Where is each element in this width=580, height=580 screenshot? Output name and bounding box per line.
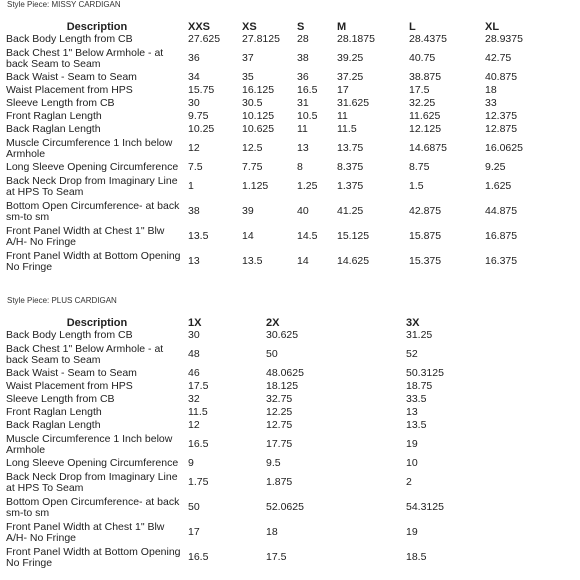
- measurement-value-cell: 19: [406, 526, 418, 538]
- measurement-value-cell: 12: [188, 419, 200, 431]
- header-row: [6, 19, 564, 33]
- measurement-value-cell: 42.75: [485, 52, 512, 64]
- table-row: [6, 470, 556, 495]
- measurement-value-cell: 31: [297, 97, 309, 109]
- measurement-description-cell: Muscle Circumference 1 Inch below Armhole: [6, 136, 173, 160]
- measurement-value-cell: 40.875: [485, 71, 518, 83]
- measurement-value-cell: 50: [266, 348, 278, 360]
- measurement-value-cell: 14: [297, 255, 309, 267]
- measurement-value-cell: 9: [188, 457, 194, 469]
- measurement-value-cell: 19: [406, 438, 418, 450]
- measurement-value-cell: 48.0625: [266, 367, 304, 379]
- table-row: [6, 495, 556, 520]
- measurement-value-cell: 9.75: [188, 110, 209, 122]
- measurement-value-cell: 10.625: [242, 123, 275, 135]
- table-row: [6, 520, 556, 545]
- measurement-value-cell: 11.5: [337, 123, 357, 135]
- table-row: [6, 46, 564, 71]
- measurement-description-cell: Back Body Length from CB: [6, 329, 133, 341]
- measurement-value-cell: 40.75: [409, 52, 436, 64]
- table-row: [6, 71, 564, 84]
- measurement-value-cell: 37.25: [337, 71, 364, 83]
- measurement-value-cell: 11: [337, 110, 348, 122]
- measurement-value-cell: 1.75: [188, 476, 209, 488]
- measurement-value-cell: 16.5: [297, 84, 318, 96]
- measurement-value-cell: 36: [188, 52, 200, 64]
- table-row: [6, 33, 564, 46]
- measurement-value-cell: 1: [188, 180, 194, 192]
- measurement-description-cell: Back Neck Drop from Imaginary Line at HPS To Seam: [6, 174, 178, 198]
- measurement-value-cell: 9.25: [485, 161, 506, 173]
- table-row: [6, 406, 556, 419]
- measurement-value-cell: 36: [297, 71, 309, 83]
- table-row: [6, 224, 564, 249]
- table-row: [6, 432, 556, 457]
- measurement-description-cell: Front Panel Width at Bottom Opening No Fringe: [6, 249, 181, 273]
- measurement-value-cell: 34: [188, 71, 200, 83]
- measurement-value-cell: 50.3125: [406, 367, 444, 379]
- measurement-value-cell: 8: [297, 161, 303, 173]
- measurement-value-cell: 32.25: [409, 97, 436, 109]
- measurement-value-cell: 1.25: [297, 180, 318, 192]
- measurement-value-cell: 16.375: [485, 255, 518, 267]
- size-column-header: 3X: [406, 317, 420, 329]
- measurement-value-cell: 1.375: [337, 180, 364, 192]
- measurement-value-cell: 54.3125: [406, 501, 444, 513]
- measurement-description-cell: Back Waist - Seam to Seam: [6, 367, 137, 379]
- missy-spec-table: [6, 19, 564, 274]
- measurement-value-cell: 8.75: [409, 161, 430, 173]
- measurement-description-cell: Back Raglan Length: [6, 419, 101, 431]
- measurement-value-cell: 18.75: [406, 380, 433, 392]
- measurement-value-cell: 10.5: [297, 110, 318, 122]
- measurement-value-cell: 9.5: [266, 457, 281, 469]
- measurement-description-cell: Bottom Open Circumference- at back sm-to sm: [6, 199, 180, 223]
- measurement-value-cell: 13: [406, 406, 418, 418]
- measurement-value-cell: 31.25: [406, 329, 433, 341]
- measurement-value-cell: 13: [188, 255, 200, 267]
- table-row: [6, 110, 564, 123]
- measurement-value-cell: 28: [297, 33, 309, 45]
- measurement-value-cell: 12.125: [409, 123, 442, 135]
- plus-table-header: [6, 315, 556, 329]
- measurement-value-cell: 2: [406, 476, 412, 488]
- measurement-value-cell: 7.75: [242, 161, 263, 173]
- table-row: [6, 249, 564, 274]
- measurement-value-cell: 14.5: [297, 230, 318, 242]
- measurement-value-cell: 31.625: [337, 97, 370, 109]
- plus-spec-table: [6, 315, 556, 570]
- measurement-description-cell: Sleeve Length from CB: [6, 97, 115, 109]
- measurement-description-cell: Front Panel Width at Chest 1" Blw A/H- No Fringe: [6, 224, 165, 248]
- measurement-value-cell: 17.5: [266, 551, 287, 563]
- measurement-value-cell: 18: [266, 526, 278, 538]
- missy-style-piece-label: Style Piece: MISSY CARDIGAN: [7, 0, 121, 9]
- measurement-value-cell: 27.625: [188, 33, 221, 45]
- size-column-header: XXS: [188, 21, 211, 33]
- measurement-description-cell: Back Neck Drop from Imaginary Line at HPS To Seam: [6, 470, 178, 494]
- table-row: [6, 393, 556, 406]
- measurement-description-cell: Back Raglan Length: [6, 123, 101, 135]
- measurement-value-cell: 42.875: [409, 205, 442, 217]
- measurement-value-cell: 15.125: [337, 230, 370, 242]
- measurement-value-cell: 12.25: [266, 406, 293, 418]
- missy-table-header: [6, 19, 564, 33]
- measurement-value-cell: 30.5: [242, 97, 263, 109]
- measurement-value-cell: 17: [188, 526, 200, 538]
- measurement-value-cell: 37: [242, 52, 254, 64]
- measurement-value-cell: 1.125: [242, 180, 269, 192]
- table-row: [6, 199, 564, 224]
- measurement-value-cell: 30.625: [266, 329, 299, 341]
- measurement-value-cell: 12.375: [485, 110, 518, 122]
- measurement-description-cell: Waist Placement from HPS: [6, 84, 133, 96]
- measurement-value-cell: 17: [337, 84, 349, 96]
- measurement-value-cell: 10.125: [242, 110, 275, 122]
- measurement-value-cell: 18.125: [266, 380, 299, 392]
- measurement-description-cell: Front Panel Width at Chest 1" Blw A/H- No Fringe: [6, 520, 165, 544]
- size-column-header: 2X: [266, 317, 280, 329]
- measurement-description-cell: Back Waist - Seam to Seam: [6, 71, 137, 83]
- measurement-value-cell: 32.75: [266, 393, 293, 405]
- size-column-header: S: [297, 21, 305, 33]
- measurement-description-cell: Muscle Circumference 1 Inch below Armhole: [6, 432, 173, 456]
- measurement-value-cell: 18: [485, 84, 497, 96]
- measurement-value-cell: 32: [188, 393, 200, 405]
- measurement-value-cell: 17.75: [266, 438, 293, 450]
- measurement-value-cell: 33.5: [406, 393, 427, 405]
- table-row: [6, 84, 564, 97]
- measurement-value-cell: 16.125: [242, 84, 275, 96]
- measurement-value-cell: 41.25: [337, 205, 364, 217]
- measurement-value-cell: 12.875: [485, 123, 518, 135]
- measurement-value-cell: 1.625: [485, 180, 512, 192]
- table-row: [6, 545, 556, 570]
- measurement-value-cell: 11.5: [188, 406, 208, 418]
- size-column-header: XS: [242, 21, 257, 33]
- measurement-value-cell: 16.875: [485, 230, 518, 242]
- measurement-description-cell: Waist Placement from HPS: [6, 380, 133, 392]
- measurement-value-cell: 30: [188, 329, 200, 341]
- measurement-value-cell: 16.5: [188, 438, 209, 450]
- measurement-value-cell: 28.4375: [409, 33, 447, 45]
- table-row: [6, 457, 556, 470]
- measurement-value-cell: 13: [297, 142, 309, 154]
- table-row: [6, 367, 556, 380]
- measurement-value-cell: 17.5: [188, 380, 209, 392]
- measurement-value-cell: 15.875: [409, 230, 442, 242]
- measurement-value-cell: 28.1875: [337, 33, 375, 45]
- table-row: [6, 123, 564, 136]
- measurement-value-cell: 15.75: [188, 84, 215, 96]
- measurement-description-cell: Long Sleeve Opening Circumference: [6, 161, 179, 173]
- measurement-value-cell: 15.375: [409, 255, 442, 267]
- measurement-description-cell: Back Chest 1" Below Armhole - at back Seam to Seam: [6, 342, 164, 366]
- measurement-value-cell: 14: [242, 230, 254, 242]
- measurement-value-cell: 16.0625: [485, 142, 523, 154]
- measurement-value-cell: 12.5: [242, 142, 263, 154]
- measurement-value-cell: 13.75: [337, 142, 364, 154]
- table-row: [6, 136, 564, 161]
- measurement-value-cell: 12: [188, 142, 200, 154]
- measurement-description-cell: Long Sleeve Opening Circumference: [6, 457, 179, 469]
- measurement-value-cell: 39.25: [337, 52, 364, 64]
- measurement-value-cell: 11.625: [409, 110, 441, 122]
- measurement-value-cell: 13.5: [242, 255, 263, 267]
- size-column-header: XL: [485, 21, 500, 33]
- measurement-value-cell: 38: [188, 205, 200, 217]
- measurement-value-cell: 13.5: [406, 419, 427, 431]
- measurement-value-cell: 27.8125: [242, 33, 280, 45]
- measurement-value-cell: 38.875: [409, 71, 442, 83]
- measurement-value-cell: 46: [188, 367, 200, 379]
- table-row: [6, 97, 564, 110]
- measurement-value-cell: 17.5: [409, 84, 430, 96]
- measurement-value-cell: 14.6875: [409, 142, 447, 154]
- table-row: [6, 380, 556, 393]
- measurement-value-cell: 1.5: [409, 180, 424, 192]
- size-column-header: 1X: [188, 317, 202, 329]
- plus-table-body: [6, 329, 556, 570]
- measurement-value-cell: 1.875: [266, 476, 293, 488]
- plus-style-piece-label: Style Piece: PLUS CARDIGAN: [7, 296, 117, 305]
- measurement-value-cell: 18.5: [406, 551, 427, 563]
- table-row: [6, 161, 564, 174]
- size-column-header: M: [337, 21, 347, 33]
- measurement-value-cell: 14.625: [337, 255, 370, 267]
- measurement-value-cell: 39: [242, 205, 254, 217]
- measurement-value-cell: 16.5: [188, 551, 209, 563]
- measurement-description-cell: Front Raglan Length: [6, 110, 102, 122]
- measurement-description-cell: Bottom Open Circumference- at back sm-to sm: [6, 495, 180, 519]
- measurement-value-cell: 35: [242, 71, 254, 83]
- description-column-header: Description: [66, 317, 128, 329]
- measurement-value-cell: 38: [297, 52, 309, 64]
- measurement-value-cell: 48: [188, 348, 200, 360]
- measurement-description-cell: Back Body Length from CB: [6, 33, 133, 45]
- size-column-header: L: [409, 21, 416, 33]
- measurement-value-cell: 30: [188, 97, 200, 109]
- measurement-description-cell: Sleeve Length from CB: [6, 393, 115, 405]
- header-row: [6, 315, 556, 329]
- table-row: [6, 419, 556, 432]
- measurement-value-cell: 10: [406, 457, 418, 469]
- measurement-value-cell: 12.75: [266, 419, 293, 431]
- measurement-value-cell: 52.0625: [266, 501, 304, 513]
- table-row: [6, 342, 556, 367]
- measurement-value-cell: 40: [297, 205, 309, 217]
- missy-table-body: [6, 33, 564, 274]
- table-row: [6, 329, 556, 342]
- measurement-value-cell: 50: [188, 501, 200, 513]
- measurement-value-cell: 33: [485, 97, 497, 109]
- measurement-description-cell: Back Chest 1" Below Armhole - at back Seam to Seam: [6, 46, 164, 70]
- table-row: [6, 174, 564, 199]
- measurement-value-cell: 44.875: [485, 205, 518, 217]
- measurement-value-cell: 7.5: [188, 161, 203, 173]
- measurement-value-cell: 52: [406, 348, 418, 360]
- measurement-value-cell: 10.25: [188, 123, 215, 135]
- measurement-description-cell: Front Panel Width at Bottom Opening No Fringe: [6, 545, 181, 569]
- measurement-value-cell: 8.375: [337, 161, 364, 173]
- measurement-value-cell: 28.9375: [485, 33, 523, 45]
- description-column-header: Description: [66, 21, 128, 33]
- measurement-description-cell: Front Raglan Length: [6, 406, 102, 418]
- measurement-value-cell: 11: [297, 123, 308, 135]
- measurement-value-cell: 13.5: [188, 230, 209, 242]
